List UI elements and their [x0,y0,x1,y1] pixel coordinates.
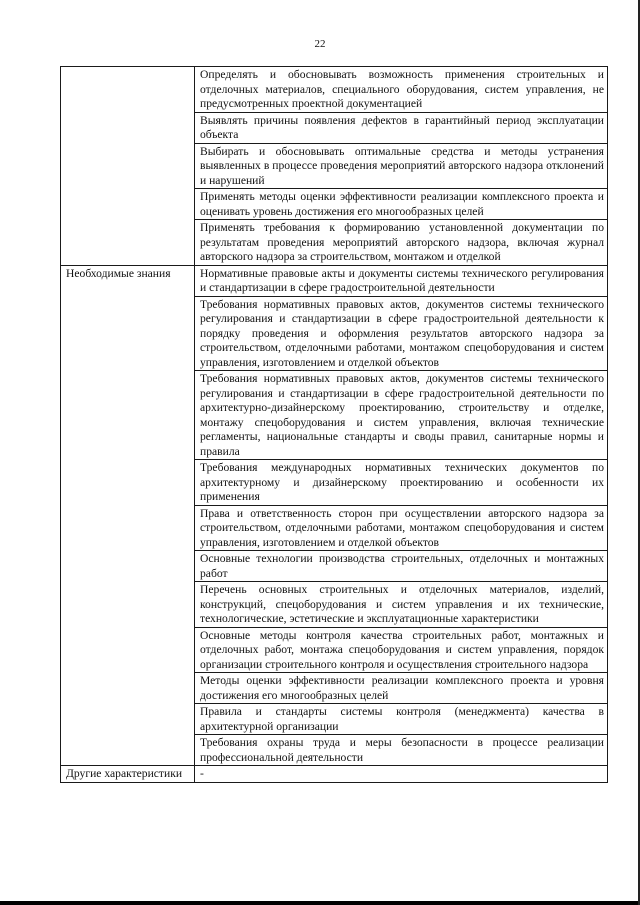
knowledge-item: Требования нормативных правовых актов, документов системы технического регулирования и стандартизации в сфере градостроительной деятельности к порядку проведения и оформления результатов авторского надзора за строительством, отделочными работами, монтажом спецоборудования и систем управления, изготовлением и отделкой объектов [195,296,608,371]
skill-item: Выбирать и обосновывать оптимальные средства и методы устранения выявленных в процессе проведения мероприятий авторского надзора отклонений и нарушений [195,143,608,189]
other-value: - [195,766,608,783]
skill-item: Выявлять причины появления дефектов в гарантийный период эксплуатации объекта [195,112,608,143]
skills-label-cell [61,67,195,266]
knowledge-item: Нормативные правовые акты и документы системы технического регулирования и стандартизации в сфере градостроительной деятельности [195,265,608,296]
scan-edge-bottom [0,901,640,905]
knowledge-item: Правила и стандарты системы контроля (менеджмента) качества в архитектурной организации [195,704,608,735]
knowledge-item: Требования нормативных правовых актов, документов системы технического регулирования и стандартизации в сфере градостроительной деятельности по архитектурно-дизайнерскому проектированию, строительству и отделке, монтажу спецоборудования и систем управления, включая технические регламенты, национальные стандарты и своды правил, санитарные нормы и правила [195,371,608,460]
other-label: Другие характеристики [61,766,195,783]
skill-item: Применять требования к формированию установленной документации по результатам проведения мероприятий авторского надзора, включая журнал авторского надзора за строительством, монтажом и отделкой [195,220,608,266]
skill-item: Определять и обосновывать возможность применения строительных и отделочных материалов, специального оборудования, систем управления, не предусмотренных проектной документацией [195,67,608,113]
knowledge-item: Требования охраны труда и меры безопасности в процессе реализации профессиональной деятельности [195,735,608,766]
knowledge-item: Основные технологии производства строительных, отделочных и монтажных работ [195,551,608,582]
knowledge-item: Перечень основных строительных и отделочных материалов, изделий, конструкций, спецоборудования и систем управления и их технические, технологические, эстетические и эксплуатационные характеристики [195,582,608,628]
knowledge-label: Необходимые знания [61,265,195,766]
skill-item: Применять методы оценки эффективности реализации комплексного проекта и оценивать уровень достижения его многообразных целей [195,189,608,220]
knowledge-item: Права и ответственность сторон при осуществлении авторского надзора за строительством, отделочными работами, монтажом спецоборудования и систем управления, изготовлением и отделкой объектов [195,505,608,551]
knowledge-item: Методы оценки эффективности реализации комплексного проекта и уровня достижения его многообразных целей [195,673,608,704]
knowledge-item: Требования международных нормативных технических документов по архитектурному и дизайнерскому проектированию и особенности их применения [195,460,608,506]
page-number: 22 [314,38,326,50]
table-row [61,766,608,783]
requirements-table [60,66,608,783]
table-row [61,265,608,296]
table-row [61,67,608,113]
knowledge-item: Основные методы контроля качества строительных работ, монтажных и отделочных работ, монтажа спецоборудования и систем управления, порядок организации строительного контроля и осуществления строительного надзора [195,627,608,673]
